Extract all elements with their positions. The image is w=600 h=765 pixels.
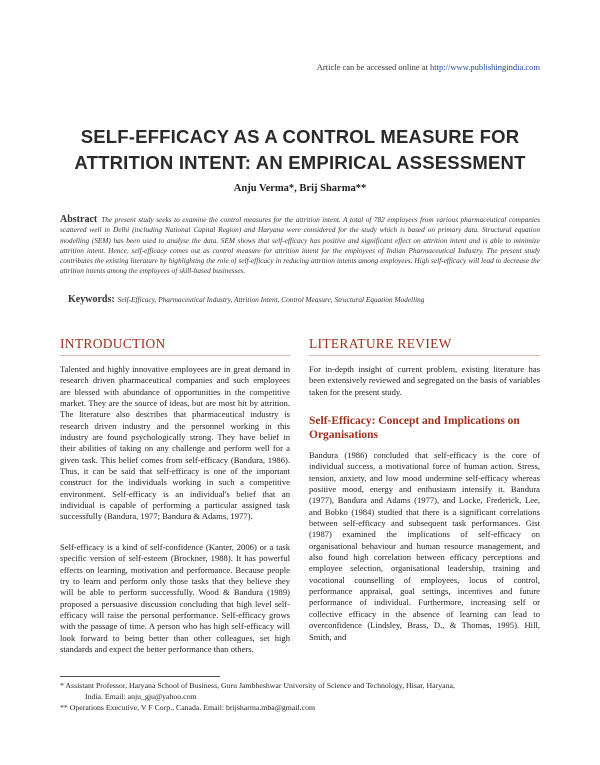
self-efficacy-subheading [309, 414, 540, 442]
keywords-text: Self-Efficacy, Pharmaceutical Industry, Attrition Intent, Control Measure, Structural Equation Modelling [117, 295, 425, 304]
introduction-paragraph-2: Self-efficacy is a kind of self-confidence (Kanter, 2006) or a task specific version of self-esteem (Brockner, 1988). It has powerful effects on learning, motivation and performance. Because people try to learn and perform only those tasks that they believe they will be able to perform successfully. Wood & Bandura (1989) proposed a persuasive discussion concluding that high level self-efficacy will raise the personal performance. Self-efficacy grows with the passage of time. A person who has high self-efficacy will look forward to being better than other colleagues, set high standards and expect the better performance than others. [60, 542, 290, 655]
abstract [60, 215, 540, 277]
keywords-label: Keywords: [68, 294, 115, 305]
introduction-rule [60, 355, 290, 356]
title-line-2: ATTRITION INTENT: AN EMPIRICAL ASSESSMENT [74, 152, 526, 173]
abstract-label: Abstract [60, 214, 98, 225]
keywords [68, 295, 538, 305]
access-note [317, 62, 540, 72]
subheading-line-1: Self-Efficacy: Concept and Implications on [309, 415, 520, 427]
footnotes [60, 680, 540, 713]
literature-review-heading: LITERATURE REVIEW [309, 336, 452, 351]
introduction-heading: INTRODUCTION [60, 336, 166, 351]
footnote-1-line-2: India. Email: anju_gju@yahoo.com [85, 692, 197, 701]
literature-review-paragraph-1: For in-depth insight of current problem, existing literature has been extensively reviewed and segregated on the basis of variables taken for the present study. [309, 364, 540, 397]
abstract-text: The present study seeks to examine the control measures for the attrition intent. A total of 782 employees from various pharmaceutical companies scattered well in Delhi (including National Capital Region) and Haryana were considered for the study which is based on primary data. Structural equation modelling (SEM) has been used to analyse the data. SEM shows that self-efficacy has positive and significant effect on attrition intent and is able to minimize attrition intent. Hence, self-efficacy comes out as control measure for attrition intent for the employees of Indian Pharmaceutical Industry. The present study contributes the existing literature by highlighting the role of self-efficacy in reducing attrition intents among employees. High self-efficacy will lead to decrease the attrition intents among the employees of skill-based businesses. [60, 215, 540, 276]
literature-review-rule [309, 355, 540, 356]
footnote-2: ** Operations Executive, V F Corp., Canada. Email: brijsharma.mba@gmail.com [60, 703, 316, 712]
publisher-link[interactable]: http://www.publishingindia.com [430, 62, 540, 72]
title-line-1: SELF-EFFICACY AS A CONTROL MEASURE FOR [80, 126, 520, 147]
footnote-1-line-1: * Assistant Professor, Haryana School of Business, Guru Jambheshwar University of Science and Technology, Hisar, Haryana, [60, 681, 455, 690]
access-prefix: Article can be accessed online at [316, 62, 428, 72]
literature-review-paragraph-2: Bandura (1986) concluded that self-efficacy is the core of individual success, a motivational force of human action. Stress, tension, anxiety, and low mood undermine self-efficacy whereas positive mood, energy and enthusiasm intensify it. Bandura (1977), Bandura and Adams (1977), and Locke, Frederick, Lee, and Bobko (1984) studied that there is a significant correlations between self-efficacy and subsequent task performances. Gist (1987) examined the implications of self-efficacy on organisational behaviour and human resource management, and also found high correlation between efficacy perceptions and employee selection, organisational leadership, training and vocational counselling of employees, locus of control, performance appraisal, goal settings, incentives and future performance of individual. Furthermore, increasing self or collective efficacy in the absence of learning can lead to overconfidence (Lindsley, Brass, D., & Thomas, 1995). Hill, Smith, and [309, 450, 540, 642]
article-title [30, 124, 570, 176]
footnote-separator [60, 676, 220, 677]
introduction-paragraph-1: Talented and highly innovative employees are in great demand in research driven pharmaceutical companies and such employees are blessed with abundance of opportunities in the competitive market. They are the source of ideas, but are most hit by attrition. The literature also describes that pharmaceutical industry is research driven industry and the personnel working in this industry are found psychologically strong. They have belief in their abilities of taking on any challenge and perform well for a given task. This belief comes from self-efficacy (Bandura, 1986). Thus, it can be said that self-efficacy is one of the important construct for the individuals working in such a competitive environment. Self-efficacy is an individual's belief that an individual is capable of performing a particular assigned task successfully (Bandura, 1977; Bandura & Adams, 1977). [60, 364, 290, 522]
authors: Anju Verma*, Brij Sharma** [233, 183, 367, 194]
subheading-line-2: Organisations [309, 429, 379, 441]
